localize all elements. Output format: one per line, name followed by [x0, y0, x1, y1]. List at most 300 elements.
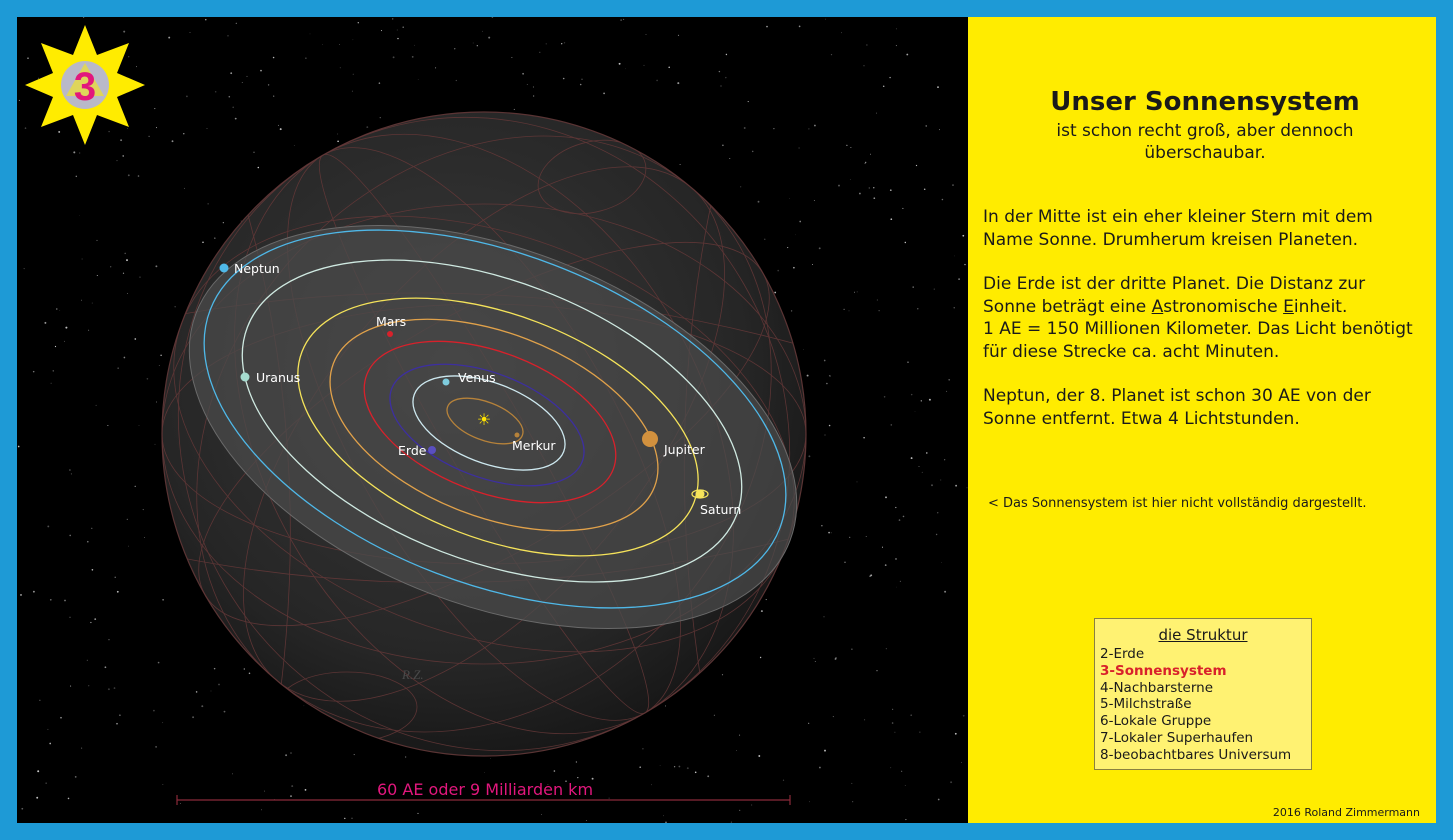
background-star	[53, 370, 54, 371]
background-star	[807, 375, 809, 377]
background-star	[201, 705, 203, 707]
background-star	[88, 330, 89, 331]
background-star	[892, 722, 894, 724]
background-star	[679, 766, 681, 768]
background-star	[766, 26, 768, 28]
background-star	[230, 72, 232, 74]
background-star	[941, 562, 942, 563]
background-star	[96, 405, 97, 406]
background-star	[127, 293, 128, 294]
background-star	[946, 391, 947, 392]
level-badge	[25, 25, 145, 145]
background-star	[354, 754, 355, 755]
background-star	[155, 265, 157, 267]
background-star	[82, 259, 83, 260]
background-star	[68, 798, 70, 800]
background-star	[522, 73, 524, 75]
background-star	[824, 434, 825, 435]
background-star	[417, 813, 418, 814]
background-star	[94, 618, 96, 620]
background-star	[47, 525, 49, 527]
background-star	[81, 300, 82, 301]
mercury-dot	[515, 433, 520, 438]
background-star	[563, 78, 565, 80]
background-star	[183, 133, 184, 134]
background-star	[869, 187, 870, 188]
background-star	[561, 43, 562, 44]
background-star	[819, 247, 821, 249]
background-star	[128, 546, 129, 547]
background-star	[290, 795, 292, 797]
background-star	[114, 687, 116, 689]
background-star	[644, 65, 645, 66]
structure-box	[1094, 618, 1312, 770]
paragraph-earth-text-b: stronomische	[1163, 296, 1284, 317]
background-star	[180, 803, 181, 804]
background-star	[205, 19, 206, 20]
background-star	[869, 575, 870, 576]
background-star	[646, 34, 647, 35]
background-star	[397, 38, 398, 39]
background-star	[924, 188, 926, 190]
background-star	[901, 771, 902, 772]
background-star	[603, 92, 605, 94]
background-star	[939, 129, 940, 130]
background-star	[344, 818, 345, 819]
background-star	[514, 109, 515, 110]
background-star	[751, 805, 752, 806]
label-mars: Mars	[376, 314, 407, 329]
background-star	[117, 591, 119, 593]
background-star	[863, 437, 864, 438]
background-star	[865, 162, 866, 163]
background-star	[857, 291, 858, 292]
background-star	[821, 525, 822, 526]
background-star	[19, 100, 20, 101]
background-star	[352, 91, 353, 92]
background-star	[484, 772, 485, 773]
background-star	[235, 118, 237, 120]
background-star	[739, 810, 740, 811]
background-star	[803, 349, 804, 350]
background-star	[192, 716, 194, 718]
background-star	[623, 19, 624, 20]
paragraph-earth	[983, 273, 1423, 363]
background-star	[358, 22, 359, 23]
background-star	[379, 82, 381, 84]
background-star	[153, 710, 155, 712]
background-star	[108, 639, 109, 640]
background-star	[175, 306, 176, 307]
background-star	[922, 472, 923, 473]
background-star	[580, 84, 582, 86]
background-star	[207, 128, 208, 129]
background-star	[236, 23, 237, 24]
background-star	[118, 368, 119, 369]
background-star	[214, 668, 216, 670]
structure-item[interactable]: 6-Lokale Gruppe	[1100, 713, 1212, 730]
background-star	[539, 52, 540, 53]
background-star	[353, 39, 354, 40]
label-jupiter: Jupiter	[664, 442, 705, 457]
background-star	[155, 746, 157, 748]
background-star	[33, 591, 35, 593]
background-star	[117, 160, 118, 161]
background-star	[882, 547, 883, 548]
background-star	[866, 536, 867, 537]
background-star	[322, 44, 323, 45]
background-star	[96, 240, 97, 241]
background-star	[843, 309, 844, 310]
background-star	[808, 455, 810, 457]
background-star	[752, 151, 754, 153]
background-star	[895, 507, 896, 508]
background-star	[948, 379, 950, 381]
background-star	[910, 714, 912, 716]
background-star	[835, 657, 836, 658]
background-star	[846, 145, 847, 146]
background-star	[305, 58, 306, 59]
background-star	[546, 43, 547, 44]
background-star	[278, 125, 279, 126]
scale-label: 60 AE oder 9 Milliarden km	[376, 780, 594, 799]
background-star	[668, 67, 670, 69]
background-star	[105, 666, 107, 668]
structure-heading: die Struktur	[1158, 626, 1248, 644]
background-star	[108, 131, 109, 132]
background-star	[758, 201, 760, 203]
background-star	[844, 561, 846, 563]
background-star	[246, 76, 247, 77]
background-star	[740, 187, 741, 188]
background-star	[799, 221, 801, 223]
background-star	[873, 187, 874, 188]
background-star	[876, 670, 877, 671]
background-star	[242, 82, 243, 83]
structure-item[interactable]: 4-Nachbarsterne	[1100, 679, 1214, 696]
background-star	[59, 310, 60, 311]
background-star	[305, 789, 307, 791]
background-star	[90, 622, 91, 623]
background-star	[232, 106, 234, 108]
background-star	[310, 34, 311, 35]
background-star	[905, 785, 906, 786]
background-star	[533, 95, 534, 96]
background-star	[721, 86, 722, 87]
background-star	[351, 818, 352, 819]
neptune-dot	[220, 264, 229, 273]
background-star	[798, 147, 799, 148]
background-star	[418, 79, 419, 80]
background-star	[184, 188, 185, 189]
background-star	[942, 199, 944, 201]
background-star	[851, 783, 852, 784]
background-star	[223, 222, 224, 223]
background-star	[950, 781, 952, 783]
background-star	[896, 587, 897, 588]
background-star	[934, 289, 935, 290]
background-star	[224, 711, 226, 713]
mars-dot	[387, 331, 393, 337]
background-star	[273, 57, 275, 59]
letter-e-underlined: E	[1283, 296, 1294, 317]
background-star	[940, 480, 941, 481]
background-star	[864, 65, 865, 66]
background-star	[273, 96, 274, 97]
background-star	[154, 108, 155, 109]
background-star	[885, 496, 887, 498]
background-star	[46, 783, 47, 784]
background-star	[110, 266, 111, 267]
background-star	[37, 770, 39, 772]
background-star	[119, 714, 121, 716]
background-star	[586, 820, 587, 821]
background-star	[55, 346, 56, 347]
background-star	[931, 484, 933, 486]
background-star	[902, 208, 903, 209]
background-star	[81, 748, 82, 749]
background-star	[879, 310, 880, 311]
background-star	[687, 767, 689, 769]
background-star	[883, 86, 885, 88]
badge-number: 3	[73, 65, 97, 109]
background-star	[826, 383, 828, 385]
background-star	[766, 599, 767, 600]
background-star	[892, 709, 893, 710]
background-star	[952, 184, 953, 185]
background-star	[906, 54, 908, 56]
background-star	[961, 762, 962, 763]
background-star	[64, 341, 65, 342]
background-star	[789, 198, 790, 199]
paragraph-earth-text-a: Die Erde ist der dritte Planet. Die Distanz zur Sonne beträgt eine	[983, 274, 1366, 317]
background-star	[831, 532, 832, 533]
background-star	[488, 37, 490, 39]
background-star	[736, 750, 737, 751]
background-star	[285, 754, 287, 756]
background-star	[944, 459, 945, 460]
background-star	[337, 140, 339, 142]
label-uranus: Uranus	[256, 370, 301, 385]
background-star	[541, 814, 542, 815]
background-star	[123, 31, 125, 33]
background-star	[33, 371, 35, 373]
jupiter-dot	[642, 431, 658, 447]
background-star	[87, 660, 88, 661]
background-star	[27, 57, 29, 59]
background-star	[211, 691, 212, 692]
structure-item-active[interactable]: 3-Sonnensystem	[1100, 662, 1227, 679]
background-star	[744, 127, 746, 129]
structure-item[interactable]: 5-Milchstraße	[1100, 696, 1192, 713]
background-star	[962, 235, 964, 237]
background-star	[340, 67, 341, 68]
background-star	[841, 32, 842, 33]
background-star	[884, 396, 886, 398]
background-star	[809, 801, 810, 802]
background-star	[380, 117, 381, 118]
venus-dot	[443, 379, 450, 386]
background-star	[890, 189, 892, 191]
background-star	[852, 801, 853, 802]
background-star	[108, 688, 110, 690]
background-star	[819, 767, 821, 769]
background-star	[120, 139, 122, 141]
background-star	[907, 361, 909, 363]
background-star	[477, 45, 478, 46]
background-star	[937, 86, 939, 88]
background-star	[825, 19, 826, 20]
background-star	[249, 673, 251, 675]
background-star	[139, 276, 140, 277]
background-star	[812, 264, 813, 265]
background-star	[139, 425, 140, 426]
background-star	[726, 54, 727, 55]
background-star	[663, 815, 664, 816]
background-star	[919, 466, 920, 467]
background-star	[83, 17, 84, 18]
background-star	[294, 145, 295, 146]
background-star	[50, 599, 52, 601]
background-star	[162, 599, 164, 601]
background-star	[435, 67, 436, 68]
background-star	[527, 84, 528, 85]
background-star	[620, 19, 621, 20]
background-star	[402, 26, 403, 27]
background-star	[714, 715, 715, 716]
background-star	[783, 780, 784, 781]
background-star	[44, 322, 46, 324]
background-star	[576, 761, 577, 762]
background-star	[955, 485, 957, 487]
background-star	[258, 167, 260, 169]
background-star	[577, 777, 578, 778]
background-star	[937, 512, 938, 513]
background-star	[24, 268, 25, 269]
background-star	[963, 715, 965, 717]
background-star	[143, 509, 144, 510]
background-star	[903, 516, 905, 518]
background-star	[214, 237, 216, 239]
background-star	[414, 45, 415, 46]
background-star	[492, 17, 494, 18]
background-star	[64, 600, 66, 602]
background-star	[260, 70, 262, 72]
background-star	[456, 80, 457, 81]
background-star	[227, 35, 229, 37]
background-star	[73, 151, 75, 153]
background-star	[490, 758, 491, 759]
background-star	[49, 743, 51, 745]
background-star	[895, 558, 896, 559]
background-star	[38, 78, 39, 79]
background-star	[828, 532, 830, 534]
background-star	[136, 66, 137, 67]
panel-title: Unser Sonnensystem	[1050, 87, 1360, 117]
background-star	[70, 617, 71, 618]
background-star	[554, 770, 556, 772]
background-star	[866, 44, 867, 45]
background-star	[748, 101, 749, 102]
background-star	[877, 299, 878, 300]
background-star	[39, 700, 40, 701]
background-star	[795, 234, 796, 235]
background-star	[79, 215, 80, 216]
background-star	[229, 96, 231, 98]
background-star	[919, 732, 920, 733]
background-star	[889, 77, 890, 78]
background-star	[47, 729, 48, 730]
background-star	[92, 569, 94, 571]
background-star	[854, 292, 855, 293]
background-star	[849, 537, 850, 538]
incomplete-note: < Das Sonnensystem ist hier nicht vollständig dargestellt.	[988, 496, 1367, 511]
background-star	[773, 128, 774, 129]
background-star	[761, 610, 763, 612]
background-star	[926, 125, 927, 126]
background-star	[412, 56, 414, 58]
background-star	[473, 43, 474, 44]
background-star	[857, 481, 858, 482]
background-star	[651, 785, 652, 786]
background-star	[215, 91, 217, 93]
structure-item[interactable]: 8-beobachtbares Universum	[1100, 746, 1292, 763]
structure-item[interactable]: 7-Lokaler Superhaufen	[1100, 729, 1254, 746]
background-star	[870, 154, 871, 155]
paragraph-earth-text-c: inheit.	[1293, 296, 1348, 317]
background-star	[144, 537, 145, 538]
background-star	[873, 197, 875, 199]
background-star	[695, 772, 697, 774]
background-star	[162, 722, 163, 723]
background-star	[954, 307, 955, 308]
background-star	[609, 798, 610, 799]
background-star	[964, 264, 965, 265]
background-star	[793, 267, 795, 269]
background-star	[353, 74, 354, 75]
info-panel	[968, 17, 1436, 823]
structure-item[interactable]: 2-Erde	[1100, 646, 1145, 662]
background-star	[808, 128, 809, 129]
label-neptun: Neptun	[234, 261, 280, 276]
background-star	[134, 338, 136, 340]
background-star	[944, 591, 946, 593]
background-star	[533, 87, 534, 88]
background-star	[955, 733, 957, 735]
background-star	[916, 165, 917, 166]
solar-system-diagram	[17, 17, 968, 823]
background-star	[155, 444, 156, 445]
background-star	[680, 164, 681, 165]
background-star	[69, 469, 71, 471]
background-star	[88, 685, 89, 686]
background-star	[482, 31, 483, 32]
background-star	[172, 140, 174, 142]
background-star	[911, 457, 913, 459]
background-star	[719, 71, 720, 72]
background-star	[264, 791, 265, 792]
background-star	[123, 273, 124, 274]
uranus-dot	[241, 373, 250, 382]
background-star	[876, 113, 877, 114]
background-star	[261, 809, 262, 810]
background-star	[60, 717, 62, 719]
sphere-mark: R.Z.	[402, 667, 424, 682]
background-star	[280, 128, 282, 130]
label-venus: Venus	[458, 370, 496, 385]
background-star	[849, 311, 850, 312]
background-star	[124, 357, 126, 359]
